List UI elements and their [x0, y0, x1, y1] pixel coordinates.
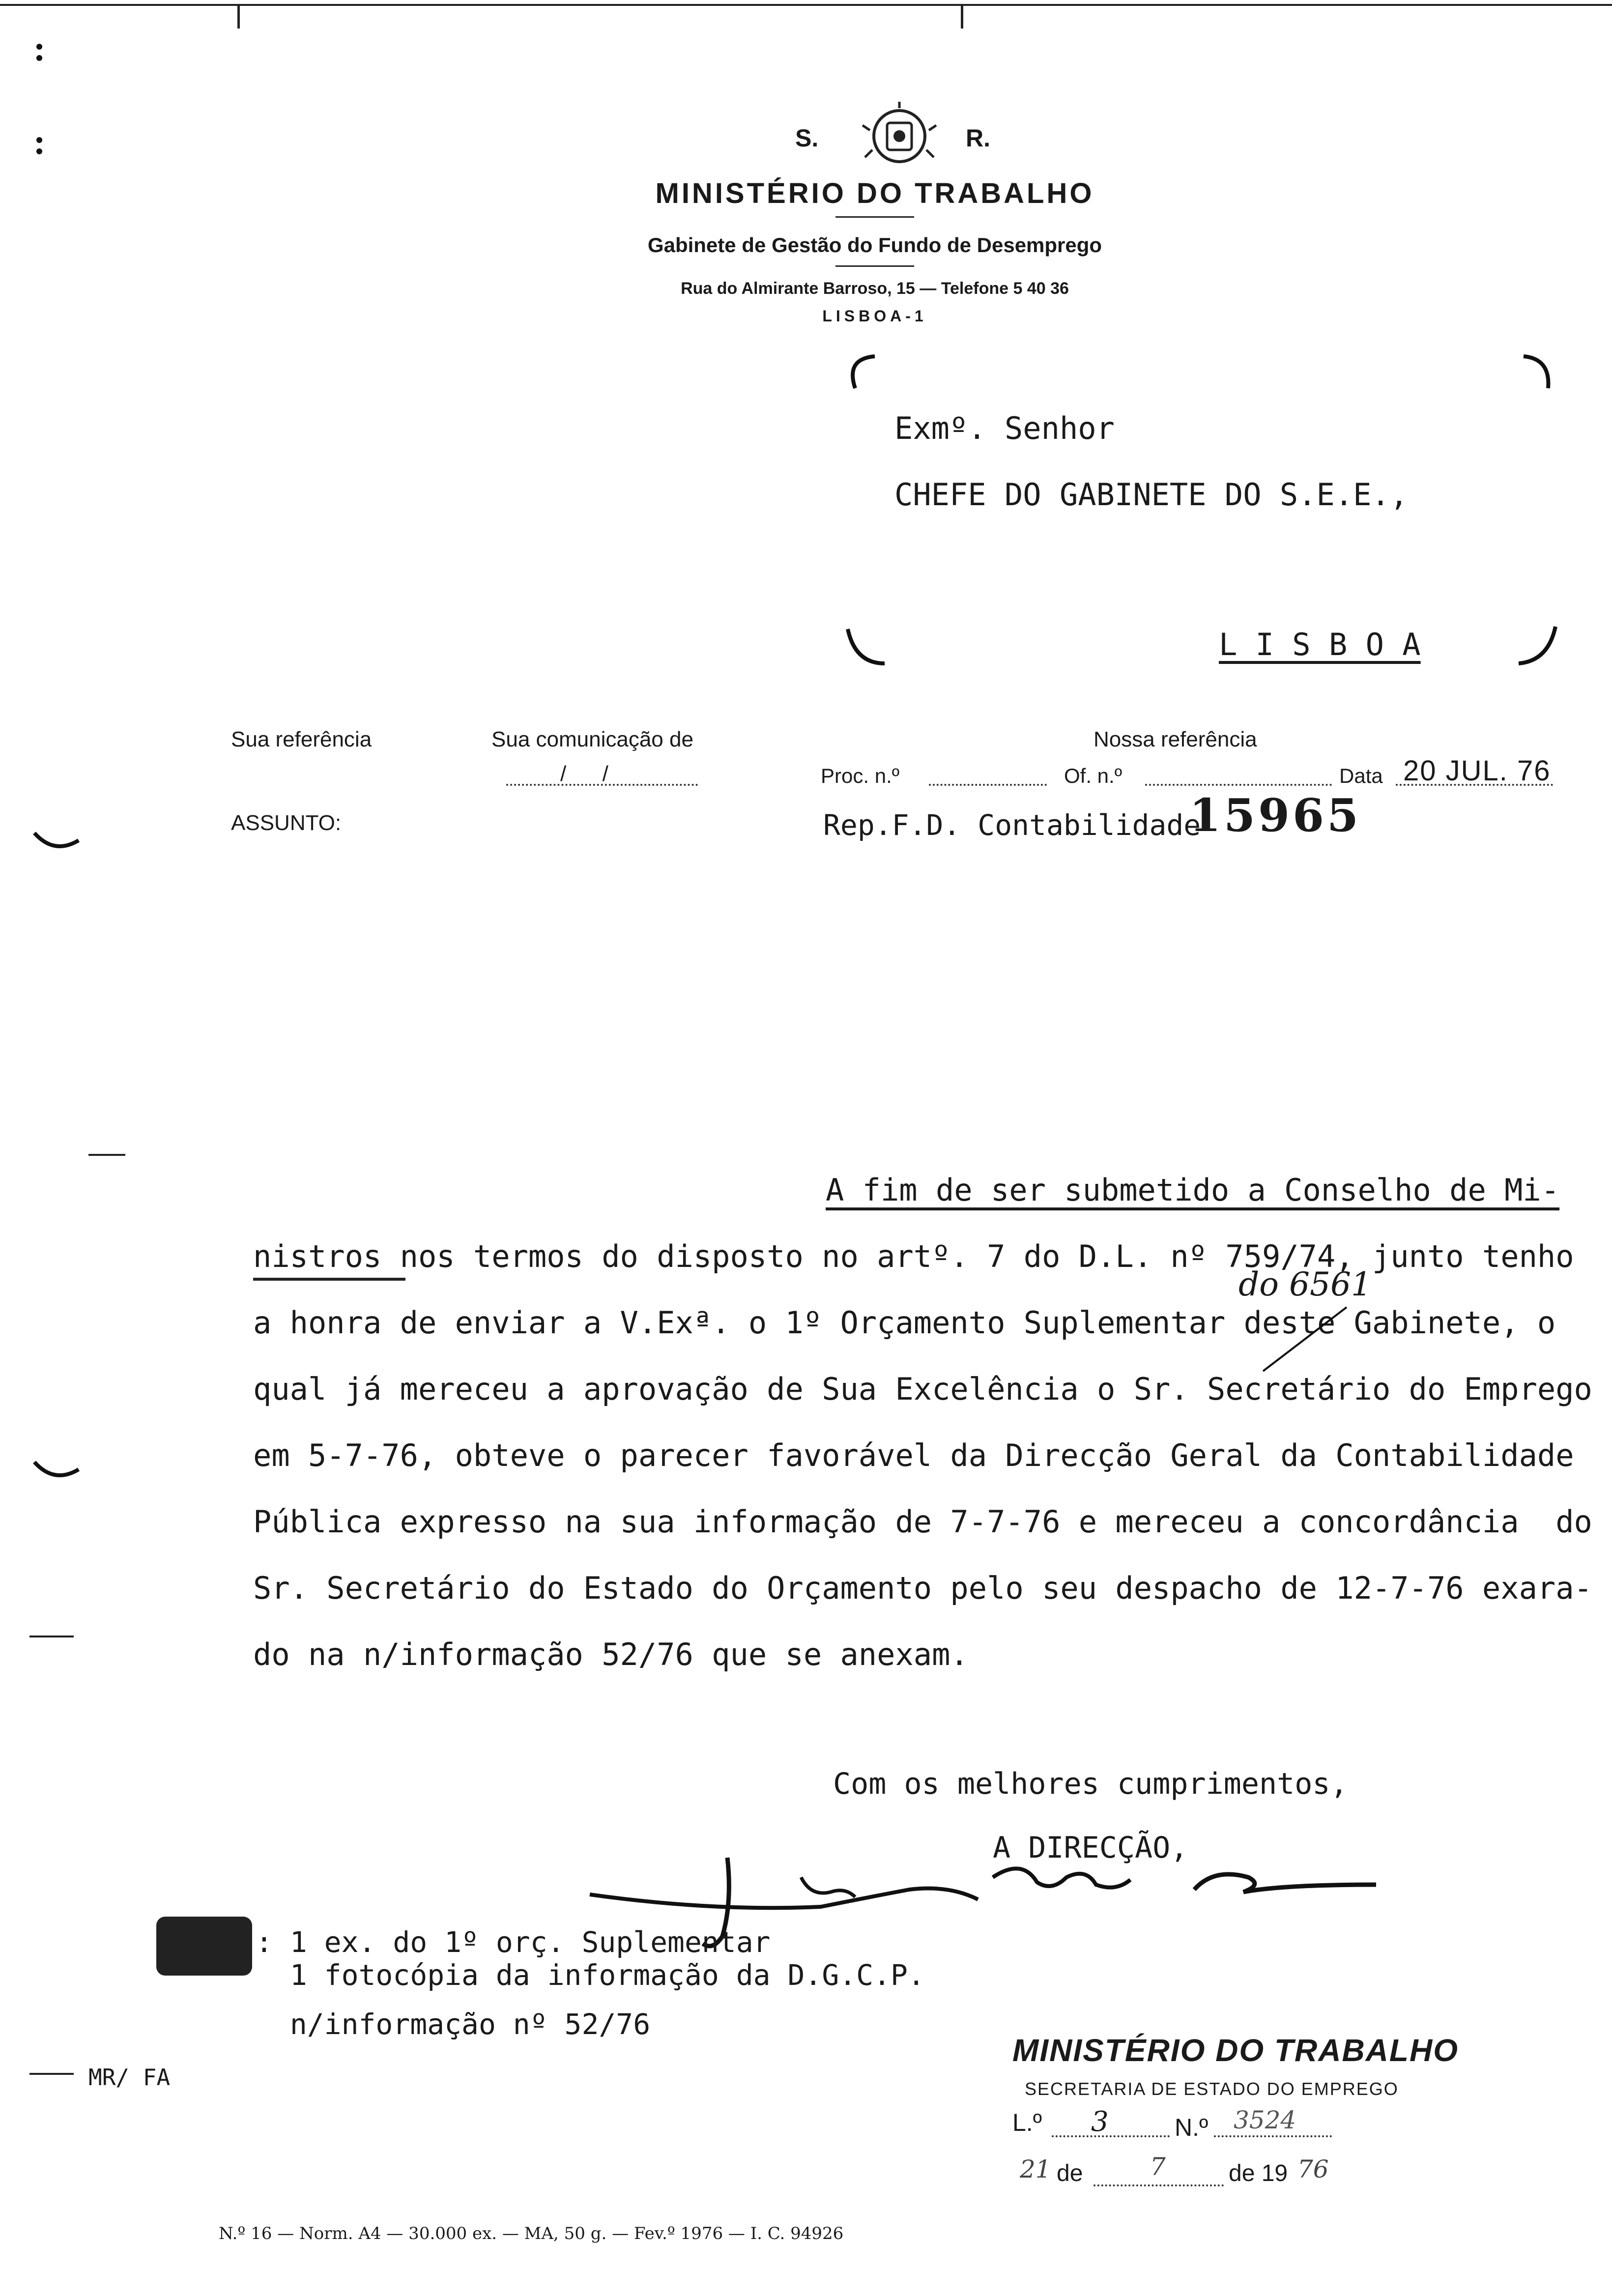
receipt-stamp-n-label: N.º [1175, 2114, 1209, 2141]
enclosure-stamp-block [156, 1917, 252, 1976]
body-line-3: a honra de enviar a V.Exª. o 1º Orçamento Suplementar deste Gabinete, o [253, 1305, 1556, 1341]
office-underline [835, 265, 914, 267]
receipt-stamp-month-value: 7 [1150, 2152, 1166, 2181]
body-line-2: nistros nos termos do disposto no artº. 7 do D.L. nº 759/74, junto tenho [253, 1238, 1574, 1274]
receipt-stamp-n-line [1214, 2135, 1332, 2137]
nossa-referencia-label: Nossa referência [1094, 727, 1257, 751]
body-line-7: Sr. Secretário do Estado do Orçamento pelo seu despacho de 12-7-76 exara- [253, 1570, 1592, 1606]
body-line-5: em 5-7-76, obteve o parecer favorável da Direcção Geral da Contabilidade [253, 1437, 1574, 1473]
date-stamp: 20 JUL. 76 [1403, 755, 1551, 787]
letterhead-right-letter: R. [966, 124, 990, 152]
receipt-stamp-year-label: de 19 [1229, 2160, 1288, 2186]
sua-comunicacao-value: / / [560, 762, 608, 786]
sua-referencia-label: Sua referência [231, 727, 372, 751]
receipt-stamp-day-value: 21 [1020, 2155, 1051, 2183]
handwritten-note-stroke [1258, 1302, 1356, 1376]
proc-line [929, 784, 1047, 786]
receipt-stamp-l-label: L.º [1012, 2109, 1042, 2136]
signature-label: A DIRECÇÃO, [993, 1831, 1188, 1865]
body-line-2-underline [253, 1278, 405, 1281]
closing-formula: Com os melhores cumprimentos, [833, 1767, 1348, 1801]
assunto-label: ASSUNTO: [231, 811, 342, 835]
typist-initials: MR/ FA [88, 2064, 171, 2091]
enclosure-line-1: : 1 ex. do 1º orç. Suplementar [256, 1925, 771, 1959]
enclosure-line-3: n/informação nº 52/76 [256, 2008, 651, 2041]
registry-stamp-number: 15965 [1189, 789, 1362, 842]
handwritten-margin-note: do 6561 [1238, 1265, 1372, 1303]
ministry-title: MINISTÉRIO DO TRABALHO [655, 177, 1094, 209]
receipt-stamp-year-value: 76 [1297, 2155, 1329, 2183]
body-line-4: qual já mereceu a aprovação de Sua Excelência o Sr. Secretário do Emprego [253, 1371, 1592, 1407]
addressee-title: CHEFE DO GABINETE DO S.E.E., [894, 477, 1409, 513]
letterhead-left-letter: S. [795, 124, 819, 152]
data-label: Data [1339, 764, 1383, 787]
body-line-8: do na n/informação 52/76 que se anexam. [253, 1636, 969, 1672]
proc-label: Proc. n.º [821, 764, 900, 787]
of-line [1145, 784, 1332, 786]
top-rule [0, 4, 1612, 6]
enclosure-line-2: 1 fotocópia da informação da D.G.C.P. [256, 1958, 925, 1992]
receipt-stamp-de-label: de [1057, 2160, 1083, 2186]
receipt-stamp-l-line [1052, 2135, 1170, 2137]
sua-comunicacao-label: Sua comunicação de [491, 727, 693, 751]
ministry-underline [835, 216, 914, 218]
office-city: LISBOA-1 [822, 307, 927, 325]
top-tick-right [961, 4, 963, 29]
receipt-stamp-l-value: 3 [1091, 2106, 1109, 2138]
left-margin-marks [29, 29, 128, 2143]
top-tick-left [237, 4, 240, 29]
addressee-salutation: Exmº. Senhor [894, 410, 1115, 446]
assunto-value: Rep.F.D. Contabilidade [823, 808, 1201, 842]
receipt-stamp-n-value: 3524 [1234, 2106, 1296, 2134]
body-line-1: A fim de ser submetido a Conselho de Mi- [826, 1172, 1560, 1208]
form-footer: N.º 16 — Norm. A4 — 30.000 ex. — MA, 50 g. — Fev.º 1976 — I. C. 94926 [219, 2224, 844, 2243]
of-label: Of. n.º [1064, 764, 1123, 787]
office-address: Rua do Almirante Barroso, 15 — Telefone 5 40 36 [681, 279, 1069, 298]
receipt-stamp-month-line [1094, 2184, 1224, 2186]
addressee-city: L I S B O A [1219, 627, 1421, 662]
body-line-6: Pública expresso na sua informação de 7-7-76 e mereceu a concordância do [253, 1504, 1592, 1540]
receipt-stamp-department: SECRETARIA DE ESTADO DO EMPREGO [1025, 2079, 1399, 2099]
office-name: Gabinete de Gestão do Fundo de Desemprego [647, 233, 1102, 257]
coat-of-arms-emblem [860, 101, 939, 170]
receipt-stamp-ministry: MINISTÉRIO DO TRABALHO [1012, 2033, 1459, 2068]
